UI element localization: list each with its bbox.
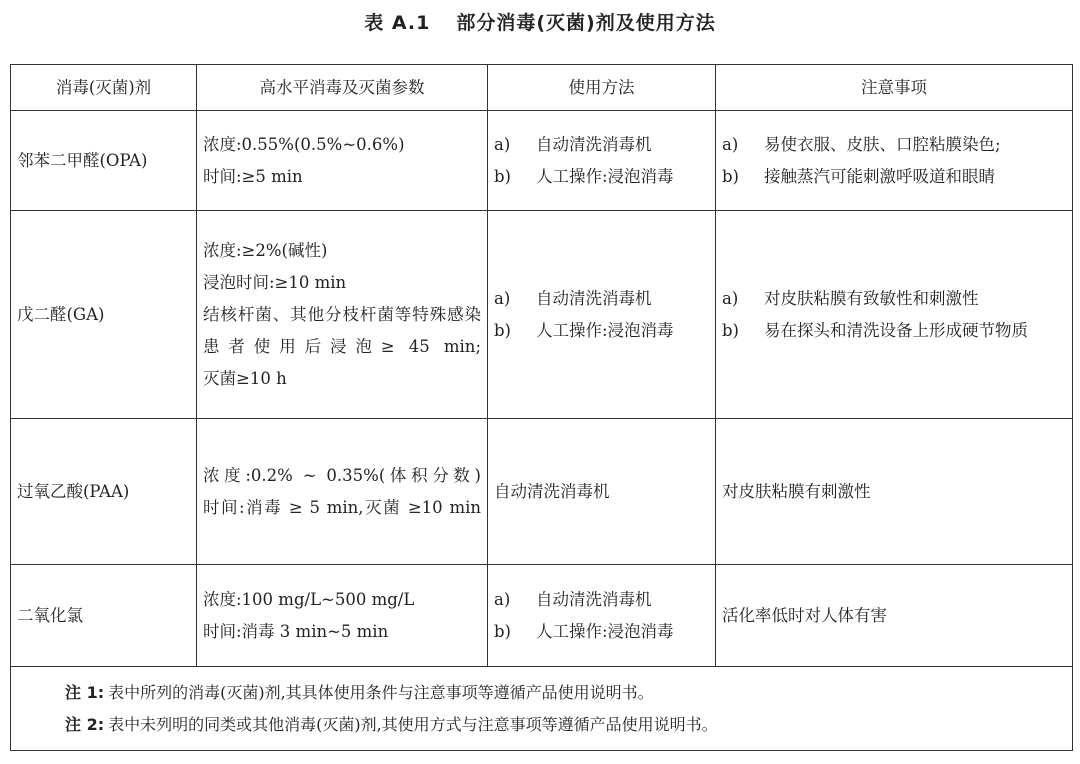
- usage-cell: [488, 211, 716, 419]
- notes-cell: [716, 111, 1073, 211]
- note-item: a) 对皮肤粘膜有致敏性和刺激性: [722, 288, 979, 308]
- usage-cell: [488, 565, 716, 667]
- header-row: [11, 65, 1073, 111]
- disinfectant-table: [10, 64, 1073, 751]
- header-notes: 注意事项: [716, 65, 1073, 111]
- table-row: [11, 419, 1073, 565]
- agent-cell: 二氧化氯: [11, 565, 197, 667]
- usage-cell: 自动清洗消毒机: [488, 419, 716, 565]
- params-cell: [197, 211, 488, 419]
- notes-cell: 活化率低时对人体有害: [716, 565, 1073, 667]
- usage-item: a) 自动清洗消毒机: [494, 134, 652, 154]
- footnote: 注 1: 表中所列的消毒(灭菌)剂,其具体使用条件与注意事项等遵循产品使用说明书。: [65, 682, 654, 702]
- notes-cell: [716, 211, 1073, 419]
- table-number: 表 A.1: [364, 12, 431, 34]
- usage-item: a) 自动清洗消毒机: [494, 288, 652, 308]
- footnotes-row: [11, 667, 1073, 751]
- footnote: 注 2: 表中未列明的同类或其他消毒(灭菌)剂,其使用方式与注意事项等遵循产品使用说明书。: [65, 714, 718, 734]
- table-row: [11, 111, 1073, 211]
- usage-item: b) 人工操作:浸泡消毒: [494, 320, 674, 340]
- usage-item: a) 自动清洗消毒机: [494, 589, 652, 609]
- agent-cell: 戊二醛(GA): [11, 211, 197, 419]
- param-line: 浓度:0.55%(0.5%~0.6%): [203, 134, 405, 154]
- params-cell: [197, 565, 488, 667]
- note-item: a) 易使衣服、皮肤、口腔粘膜染色;: [722, 134, 1001, 154]
- agent-cell: 邻苯二甲醛(OPA): [11, 111, 197, 211]
- param-line: 浸泡时间:≥10 min: [203, 272, 347, 292]
- param-line: 时间:≥5 min: [203, 166, 303, 186]
- param-line: 浓度:100 mg/L~500 mg/L: [203, 589, 415, 609]
- param-line: 灭菌≥10 h: [203, 368, 287, 388]
- usage-item: b) 人工操作:浸泡消毒: [494, 621, 674, 641]
- usage-cell: [488, 111, 716, 211]
- header-params: 高水平消毒及灭菌参数: [197, 65, 488, 111]
- param-line: 结核杆菌、其他分枝杆菌等特殊感染患者使用后浸泡≥ 45 min;: [203, 304, 481, 356]
- params-cell: [197, 111, 488, 211]
- header-usage: 使用方法: [488, 65, 716, 111]
- param-line: 时间:消毒 ≥ 5 min,灭菌 ≥10 min: [203, 497, 481, 517]
- param-line: 时间:消毒 3 min~5 min: [203, 621, 389, 641]
- header-agent: 消毒(灭菌)剂: [11, 65, 197, 111]
- usage-item: b) 人工操作:浸泡消毒: [494, 166, 674, 186]
- table-row: [11, 565, 1073, 667]
- table-row: [11, 211, 1073, 419]
- agent-cell: 过氧乙酸(PAA): [11, 419, 197, 565]
- param-line: 浓度:≥2%(碱性): [203, 240, 328, 260]
- table-caption: [0, 8, 1080, 35]
- notes-cell: 对皮肤粘膜有刺激性: [716, 419, 1073, 565]
- note-item: b) 易在探头和清洗设备上形成硬节物质: [722, 320, 1028, 340]
- footnotes-cell: [11, 667, 1073, 751]
- param-line: 浓度:0.2% ~ 0.35%(体积分数): [203, 465, 481, 485]
- params-cell: [197, 419, 488, 565]
- note-item: b) 接触蒸汽可能刺激呼吸道和眼睛: [722, 166, 995, 186]
- table-title: 部分消毒(灭菌)剂及使用方法: [456, 12, 716, 34]
